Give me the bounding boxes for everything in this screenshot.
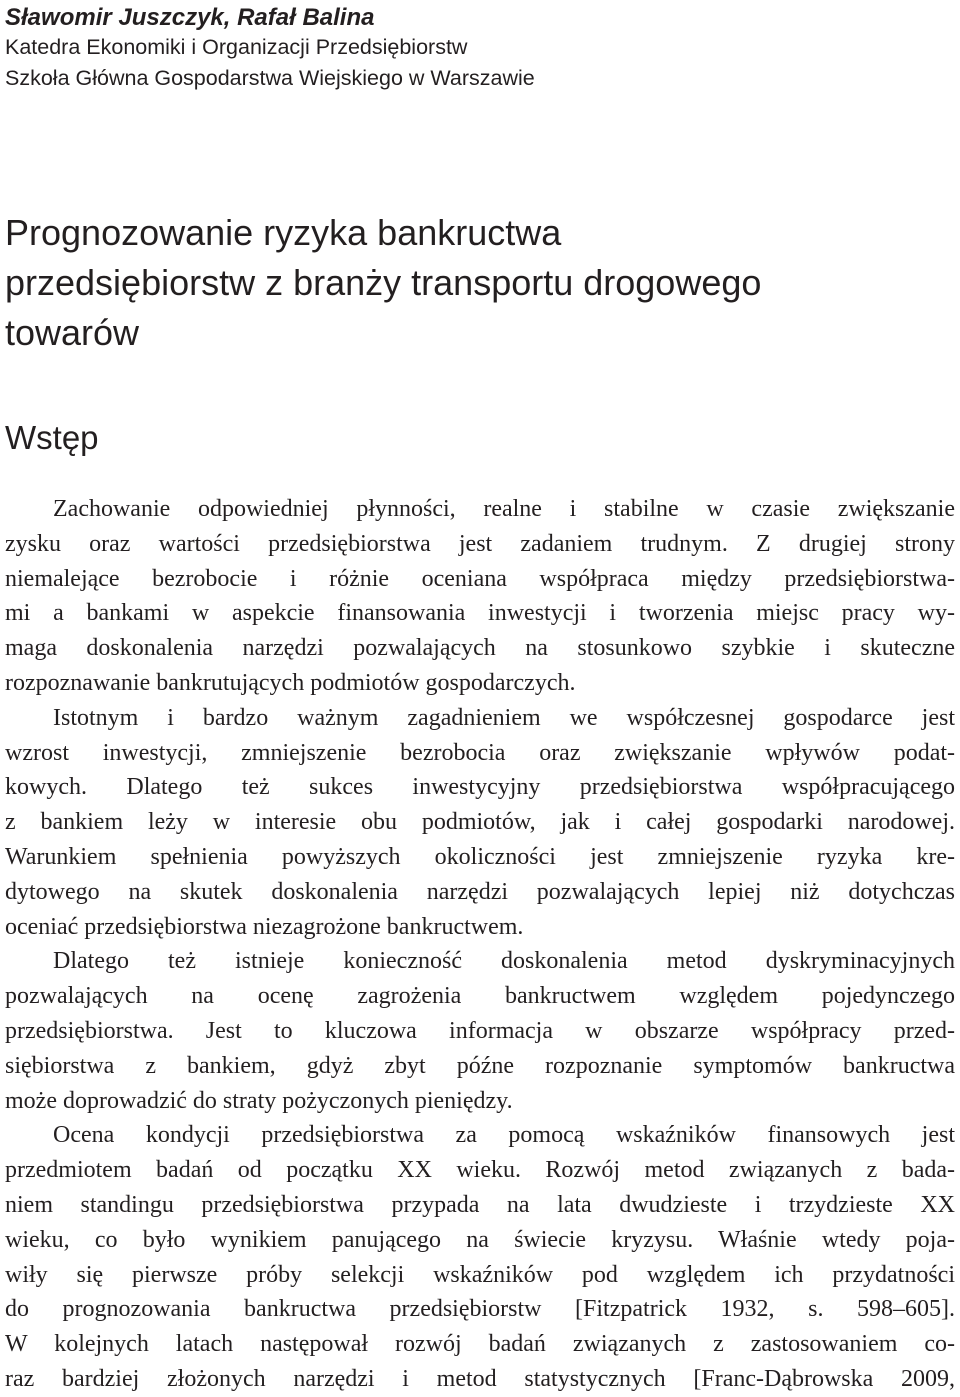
text-line: oceniać przedsiębiorstwa niezagrożone bankructwem. (5, 913, 524, 940)
section-heading: Wstęp (5, 419, 99, 456)
paragraph (5, 944, 955, 1118)
title-line: przedsiębiorstw z branży transportu drogowego (5, 262, 762, 303)
title-line: Prognozowanie ryzyka bankructwa (5, 212, 562, 253)
affiliation-department: Katedra Ekonomiki i Organizacji Przedsiębiorstw (5, 35, 468, 59)
paragraph (5, 701, 955, 945)
text-line: niemalejące bezrobocie i różnie oceniana współpraca między przedsiębiorstwa- (5, 565, 955, 592)
title-line: towarów (5, 312, 140, 353)
body-text (5, 492, 955, 1397)
paragraph (5, 1118, 955, 1396)
text-line: wzrost inwestycji, zmniejszenie bezrobocia oraz zwiększanie wpływów podat- (5, 739, 955, 766)
article-title (5, 208, 955, 358)
text-line: raz bardziej złożonych narzędzi i metod statystycznych [Franc-Dąbrowska 2009, (5, 1365, 955, 1392)
authors: Sławomir Juszczyk, Rafał Balina (5, 4, 375, 31)
text-line: mi a bankami w aspekcie finansowania inwestycji i tworzenia miejsc pracy wy- (5, 600, 955, 627)
text-line: do prognozowania bankructwa przedsiębiorstw [Fitzpatrick 1932, s. 598–605]. (5, 1296, 955, 1323)
text-line: może doprowadzić do straty pożyczonych pieniędzy. (5, 1087, 513, 1114)
text-line: W kolejnych latach następował rozwój badań związanych z zastosowaniem co- (5, 1331, 955, 1358)
text-line: maga doskonalenia narzędzi pozwalających na stosunkowo szybkie i skuteczne (5, 635, 955, 662)
affiliation-university: Szkoła Główna Gospodarstwa Wiejskiego w Warszawie (5, 66, 535, 90)
document-page (5, 0, 955, 1397)
text-line: z bankiem leży w interesie obu podmiotów, jak i całej gospodarki narodowej. (5, 809, 955, 836)
text-line: pozwalających na ocenę zagrożenia bankructwem względem pojedynczego (5, 983, 955, 1010)
text-line: przedmiotem badań od początku XX wieku. Rozwój metod związanych z bada- (5, 1157, 955, 1184)
text-line: wieku, co było wynikiem panującego na świecie kryzysu. Właśnie wtedy poja- (5, 1226, 955, 1253)
text-line: wiły się pierwsze próby selekcji wskaźników pod względem ich przydatności (5, 1261, 955, 1288)
text-line: kowych. Dlatego też sukces inwestycyjny przedsiębiorstwa współpracującego (5, 774, 955, 801)
text-line: Istotnym i bardzo ważnym zagadnieniem we współczesnej gospodarce jest (53, 704, 955, 731)
text-line: dytowego na skutek doskonalenia narzędzi pozwalających lepiej niż dotychczas (5, 878, 955, 905)
text-line: Ocena kondycji przedsiębiorstwa za pomocą wskaźników finansowych jest (53, 1122, 955, 1149)
text-line: przedsiębiorstwa. Jest to kluczowa informacja w obszarze współpracy przed- (5, 1017, 955, 1044)
paragraph (5, 492, 955, 701)
text-line: zysku oraz wartości przedsiębiorstwa jest zadaniem trudnym. Z drugiej strony (5, 530, 955, 557)
text-line: Dlatego też istnieje konieczność doskonalenia metod dyskryminacyjnych (53, 948, 955, 975)
text-line: siębiorstwa z bankiem, gdyż zbyt późne rozpoznanie symptomów bankructwa (5, 1052, 955, 1079)
text-line: niem standingu przedsiębiorstwa przypada na lata dwudzieste i trzydzieste XX (5, 1191, 955, 1218)
text-line: Warunkiem spełnienia powyższych okoliczności jest zmniejszenie ryzyka kre- (5, 843, 955, 870)
text-line: Zachowanie odpowiedniej płynności, realne i stabilne w czasie zwiększanie (53, 496, 955, 522)
text-line: rozpoznawanie bankrutujących podmiotów gospodarczych. (5, 669, 576, 696)
